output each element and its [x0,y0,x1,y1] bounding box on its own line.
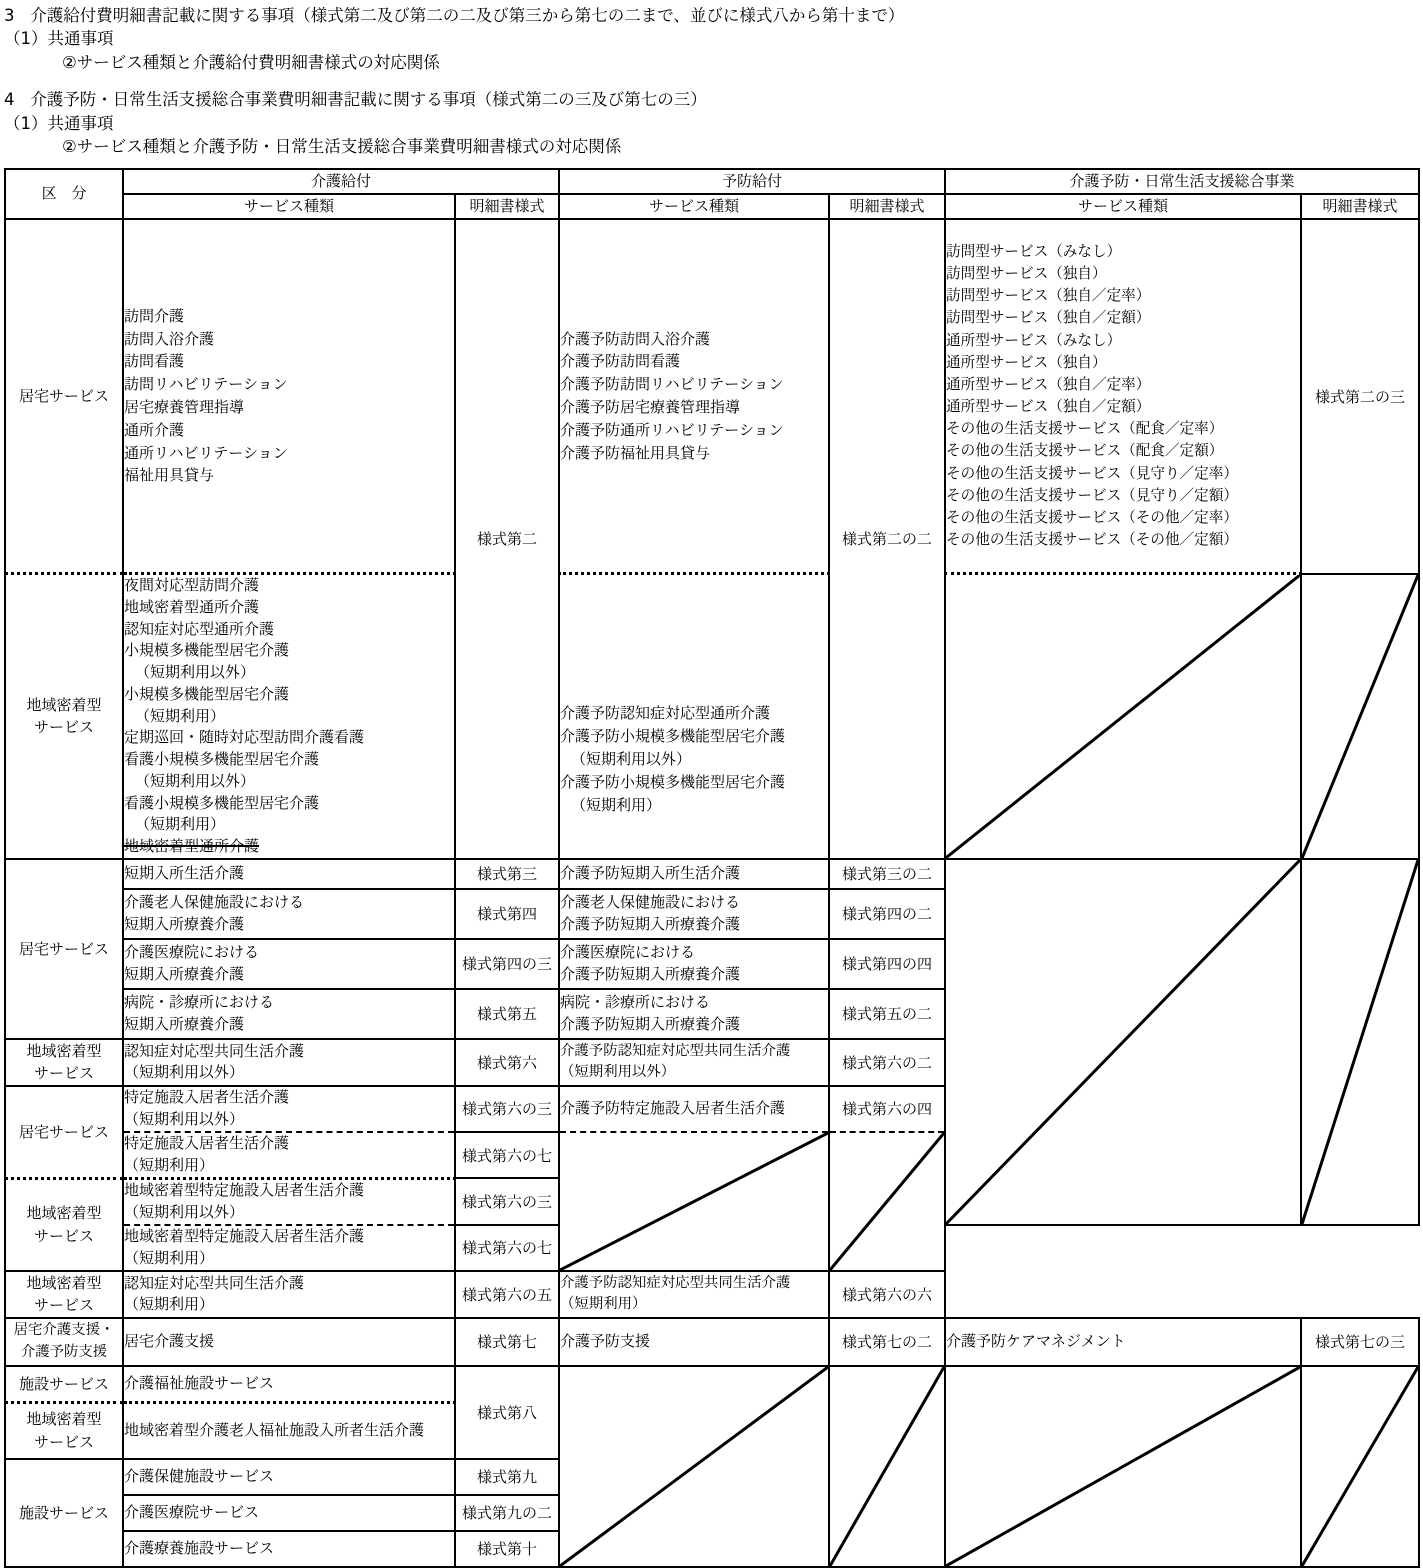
table-row-shisetsu-1 [5,1366,1419,1403]
table-row-shien [5,1318,1419,1366]
service-line-1: 特定施設入居者生活介護 [124,1134,290,1153]
service-item: 訪問型サービス（独自／定率） [946,287,1151,305]
row9-form: 様式第十 [455,1531,559,1567]
service-line-1: 特定施設入居者生活介護 [124,1088,290,1107]
service-item: 訪問リハビリテーション [124,375,288,394]
service-line-2: 短期入所療養介護 [124,914,245,933]
row3-kaigo-service [123,989,455,1039]
diagonal-strike-icon [1302,575,1418,858]
service-item-sub: （短期利用以外） [135,771,256,790]
row5-kubun-line1: 地域密着型 [26,1204,102,1223]
header-group-kaigo: 介護給付 [123,169,559,194]
row5-kaigo-service [123,1086,455,1132]
row5-kaigo-form: 様式第六の七 [455,1132,559,1179]
section-3-sub1: （1）共通事項 [4,29,114,49]
row8-kubun-b-line1: 地域密着型 [26,1410,102,1429]
service-item [560,725,828,771]
rows3to6-sogo-empty-diagonal [945,859,1301,1225]
row3-yobo-form: 様式第五の二 [829,989,945,1039]
row9-form: 様式第九の二 [455,1495,559,1531]
row8-sogo-empty-diagonal [945,1366,1301,1567]
row6-kubun [5,1271,123,1318]
row4-yobo-service [559,1039,829,1086]
service-line-2: （短期利用） [124,1248,215,1267]
diagonal-strike-icon [946,1367,1300,1566]
row5-kaigo-form: 様式第六の七 [455,1225,559,1271]
service-line-2: （短期利用以外） [124,1109,245,1128]
header-sogo-service: サービス種類 [945,194,1301,219]
service-item: その他の生活支援サービス（配食／定率） [946,420,1224,438]
service-item: その他の生活支援サービス（その他／定率） [946,508,1238,526]
service-item-sub: （短期利用） [571,795,662,814]
service-item: 訪問介護 [124,306,185,325]
service-item-sub: （短期利用） [135,815,226,834]
service-line-2: 介護予防短期入所療養介護 [560,964,741,983]
row5-kaigo-form: 様式第六の三 [455,1178,559,1225]
row8-kaigo-form: 様式第八 [455,1366,559,1459]
service-item-main: 介護予防小規模多機能型居宅介護 [560,727,786,746]
header-yobo-form: 明細書様式 [829,194,945,219]
row5-kubun-line2: サービス [33,1226,94,1245]
service-line-2: 介護予防短期入所療養介護 [560,914,741,933]
row5-kaigo-form: 様式第六の三 [455,1086,559,1132]
row7-kaigo-service: 居宅介護支援 [123,1318,455,1366]
service-item: 通所型サービス（独自） [946,353,1107,371]
service-item: 認知症対応型通所介護 [124,619,275,638]
row6-yobo-service [559,1271,829,1318]
service-item-sub: （短期利用） [135,706,226,725]
header-kaigo-service: サービス種類 [123,194,455,219]
row5-yobo-empty-diagonal [559,1132,829,1271]
heading-spacer [4,74,1423,88]
row1-yobo-form: 様式第二の二 [829,219,945,859]
section-3-title [4,4,1423,27]
diagonal-strike-icon [946,860,1300,1224]
rows3to6-sogo-form-empty-diagonal [1301,859,1419,1225]
section-4-sub1: （1）共通事項 [4,113,114,133]
service-line-2: 短期入所療養介護 [124,1014,245,1033]
service-item: 定期巡回・随時対応型訪問介護看護 [124,728,365,747]
service-item: 介護予防訪問看護 [560,352,681,371]
service-item: 地域密着型通所介護 [124,597,260,616]
row2-kubun-line1: 地域密着型 [26,695,102,714]
table-header-row-groups [5,169,1419,194]
row8-kaigo-service-b: 地域密着型介護老人福祉施設入所者生活介護 [123,1402,455,1459]
row9-service: 介護療養施設サービス [123,1531,455,1567]
section-4-title-text: 介護予防・日常生活支援総合事業費明細書記載に関する事項（様式第二の三及び第七の三） [30,90,707,110]
service-item [124,640,454,684]
row1-yobo-services [559,219,829,574]
spacer [560,616,828,702]
service-item: 訪問看護 [124,352,185,371]
service-line-1: 介護医療院における [124,943,260,962]
service-item: 通所介護 [124,420,185,439]
service-item [560,771,828,817]
service-item-sub: （短期利用以外） [135,663,256,682]
row3-yobo-form: 様式第三の二 [829,859,945,889]
row2-sogo-form-empty-diagonal [1301,574,1419,859]
service-item: 居宅療養管理指導 [124,398,245,417]
section-3-title-text: 介護給付費明細書記載に関する事項（様式第二及び第二の二及び第三から第七の二まで、並びに様式八から第十まで） [30,6,905,25]
row7-kaigo-form: 様式第七 [455,1318,559,1366]
service-form-correspondence-table [4,168,1420,1568]
row9-kubun: 施設サービス [5,1459,123,1567]
service-item-main: 介護予防小規模多機能型居宅介護 [560,772,786,791]
row3-kaigo-form: 様式第五 [455,989,559,1039]
diagonal-strike-icon [1302,1367,1418,1566]
service-line-1: 病院・診療所における [124,993,275,1012]
header-group-sogo: 介護予防・日常生活支援総合事業 [945,169,1419,194]
section-4-sub2: ②サービス種類と介護予防・日常生活支援総合事業費明細書様式の対応関係 [62,137,622,157]
service-line-2: （短期利用） [124,1295,215,1314]
service-item: 介護予防訪問入浴介護 [560,329,711,348]
service-line-1: 地域密着型特定施設入居者生活介護 [124,1227,365,1246]
service-line-1: 介護老人保健施設における [560,893,741,912]
service-item: その他の生活支援サービス（見守り／定率） [946,464,1238,482]
row2-kubun [5,574,123,859]
row5-kaigo-service [123,1132,455,1179]
table-row-ninchisho-2 [5,1271,1419,1318]
row3-yobo-service [559,989,829,1039]
service-line-2: （短期利用） [124,1155,215,1174]
service-item: 訪問型サービス（独自） [946,265,1107,282]
service-item: 福祉用具貸与 [124,466,215,485]
diagonal-strike-icon [830,1133,944,1270]
row7-kubun-line1: 居宅介護支援・ [13,1322,115,1339]
row4-kubun-line2: サービス [33,1064,94,1083]
row7-yobo-form: 様式第七の二 [829,1318,945,1366]
row8-yobo-form-empty-diagonal [829,1366,945,1567]
row3-yobo-service [559,939,829,989]
service-line-1: 認知症対応型共同生活介護 [124,1041,305,1060]
service-item: 介護予防訪問リハビリテーション [560,375,784,394]
row5-kubun-chiiki [5,1178,123,1271]
service-item: その他の生活支援サービス（見守り／定額） [946,486,1238,504]
row8-kaigo-service-a: 介護福祉施設サービス [123,1366,455,1403]
diagonal-strike-icon [560,1133,828,1270]
row3-kaigo-form: 様式第四の三 [455,939,559,989]
document-heading [0,0,1423,159]
service-item [124,793,454,837]
row9-form: 様式第九 [455,1459,559,1495]
service-item-main: 小規模多機能型居宅介護 [124,684,290,703]
service-line-2: 短期入所療養介護 [124,964,245,983]
service-line-1: 病院・診療所における [560,993,711,1012]
row3-kaigo-service [123,889,455,939]
service-item-main: 看護小規模多機能型居宅介護 [124,793,320,812]
service-item: 訪問入浴介護 [124,329,215,348]
service-line-1: 介護予防認知症対応型共同生活介護 [560,1275,791,1292]
row9-service: 介護保健施設サービス [123,1459,455,1495]
row3-yobo-service: 介護予防短期入所生活介護 [559,859,829,889]
service-item: 通所型サービス（独自／定率） [946,375,1151,393]
row5-yobo-service: 介護予防特定施設入居者生活介護 [559,1086,829,1132]
row9-service: 介護医療院サービス [123,1495,455,1531]
row4-kubun-line1: 地域密着型 [26,1041,102,1060]
diagonal-strike-icon [946,575,1300,858]
service-line-1: 介護老人保健施設における [124,893,305,912]
service-item: 介護予防認知症対応型通所介護 [560,704,771,723]
table-header-row-columns [5,194,1419,219]
service-line-2: （短期利用） [560,1296,647,1313]
row8-kubun-b-line2: サービス [33,1432,94,1451]
service-item: 介護予防通所リハビリテーション [560,420,784,439]
row8-sogo-form-empty-diagonal [1301,1366,1419,1567]
row4-kubun [5,1039,123,1086]
row6-yobo-form: 様式第六の六 [829,1271,945,1318]
row6-kaigo-service [123,1271,455,1318]
service-line-2: （短期利用以外） [124,1063,245,1082]
table-row-chiiki-main [5,574,1419,859]
service-item-struck: 地域密着型通所介護 [124,837,260,856]
service-item: 通所型サービス（みなし） [946,331,1122,349]
row8-kubun-a: 施設サービス [5,1366,123,1403]
row1-kaigo-services [123,219,455,574]
section-4-title [4,88,1423,111]
row1-sogo-services [945,219,1301,574]
service-item: 通所型サービス（独自／定額） [946,398,1151,416]
row4-yobo-form: 様式第六の二 [829,1039,945,1086]
row6-kubun-line1: 地域密着型 [26,1273,102,1292]
service-line-2: （短期利用以外） [124,1202,245,1221]
row3-yobo-form: 様式第四の二 [829,889,945,939]
header-group-yobo: 予防給付 [559,169,945,194]
table-row-kyotaku-main [5,219,1419,574]
service-item-sub: （短期利用以外） [571,750,692,768]
diagonal-strike-icon [1302,860,1418,1224]
row5-yobo-form: 様式第六の四 [829,1086,945,1132]
service-item-main: 看護小規模多機能型居宅介護 [124,750,320,769]
row1-kubun: 居宅サービス [5,219,123,574]
service-item: 訪問型サービス（みなし） [946,242,1122,260]
section-3-sub2: ②サービス種類と介護給付費明細書様式の対応関係 [62,52,440,72]
row1-sogo-form: 様式第二の三 [1301,219,1419,574]
row2-sogo-empty-diagonal [945,574,1301,859]
row4-kaigo-service [123,1039,455,1086]
row5-kaigo-service [123,1178,455,1225]
row2-yobo-services [559,574,829,859]
row4-kaigo-form: 様式第六 [455,1039,559,1086]
row3-yobo-form: 様式第四の四 [829,939,945,989]
service-line-1: 介護医療院における [560,943,696,962]
row5-yobo-form-empty-diagonal [829,1132,945,1271]
row5-kubun-kyotaku: 居宅サービス [5,1086,123,1179]
row7-yobo-service: 介護予防支援 [559,1318,829,1366]
service-item: その他の生活支援サービス（その他／定額） [946,531,1238,549]
header-kubun: 区 分 [5,169,123,220]
row2-kubun-line2: サービス [33,718,94,737]
service-item: 介護予防福祉用具貸与 [560,443,711,462]
row7-sogo-service: 介護予防ケアマネジメント [945,1318,1301,1366]
row7-kubun [5,1318,123,1366]
row3-kaigo-service [123,939,455,989]
service-line-1: 認知症対応型共同生活介護 [124,1273,305,1292]
row1-kaigo-form: 様式第二 [455,219,559,859]
service-item: 通所リハビリテーション [124,443,288,462]
row3-kubun: 居宅サービス [5,859,123,1039]
row3-yobo-service [559,889,829,939]
section-3-number: 3 [4,6,15,25]
service-line-2: （短期利用以外） [560,1064,676,1081]
service-line-1: 地域密着型特定施設入居者生活介護 [124,1181,365,1200]
header-kaigo-form: 明細書様式 [455,194,559,219]
service-item-main: 小規模多機能型居宅介護 [124,641,290,660]
service-item: 介護予防居宅療養管理指導 [560,398,741,417]
row3-kaigo-form: 様式第四 [455,889,559,939]
row7-kubun-line2: 介護予防支援 [20,1343,108,1360]
header-yobo-service: サービス種類 [559,194,829,219]
service-line-2: 介護予防短期入所療養介護 [560,1014,741,1033]
row6-kaigo-form: 様式第六の五 [455,1271,559,1318]
diagonal-strike-icon [830,1367,944,1566]
service-item: 訪問型サービス（独自／定額） [946,309,1151,327]
row8-kubun-b [5,1402,123,1459]
service-item [124,684,454,728]
diagonal-strike-icon [560,1367,828,1566]
service-item [124,749,454,793]
row7-sogo-form: 様式第七の三 [1301,1318,1419,1366]
section-4-number: 4 [4,90,15,110]
row5-kaigo-service [123,1225,455,1271]
row6-kubun-line2: サービス [33,1296,94,1315]
table-row-tanki-1 [5,859,1419,889]
service-item: 夜間対応型訪問介護 [124,576,260,595]
service-line-1: 介護予防認知症対応型共同生活介護 [560,1043,791,1060]
row2-kaigo-services [123,574,455,859]
row3-kaigo-form: 様式第三 [455,859,559,889]
row8-yobo-empty-diagonal [559,1366,829,1567]
header-sogo-form: 明細書様式 [1301,194,1419,219]
service-item: その他の生活支援サービス（配食／定額） [946,442,1224,460]
row3-kaigo-service: 短期入所生活介護 [123,859,455,889]
